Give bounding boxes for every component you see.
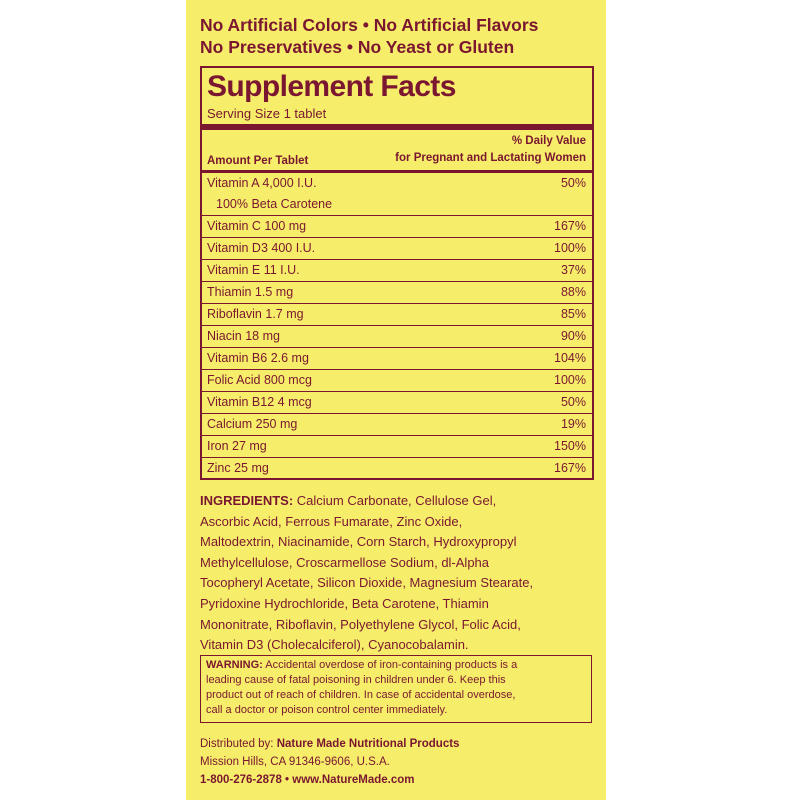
distributor-contact bbox=[200, 771, 459, 789]
ingredients-block bbox=[200, 491, 592, 656]
nutrient-daily-value: 104% bbox=[554, 351, 586, 365]
warning-line: call a doctor or poison control center immediately. bbox=[206, 704, 448, 716]
ingredients-line: Methylcellulose, Croscarmellose Sodium, dl-Alpha bbox=[200, 554, 490, 570]
nutrient-daily-value: 50% bbox=[560, 395, 586, 409]
ingredients-line: Vitamin D3 (Cholecalciferol), Cyanocobalamin. bbox=[200, 637, 469, 653]
warning-line: product out of reach of children. In case of accidental overdose, bbox=[206, 689, 516, 701]
contact-text: 1-800-276-2878 • www.NatureMade.com bbox=[200, 774, 415, 786]
nutrient-name: Vitamin A 4,000 I.U. bbox=[207, 176, 317, 190]
nutrient-name: Vitamin C 100 mg bbox=[207, 219, 307, 233]
nutrient-name: Calcium 250 mg bbox=[207, 417, 298, 431]
thick-divider bbox=[202, 124, 592, 130]
nutrient-daily-value: 19% bbox=[560, 417, 586, 431]
nutrient-daily-value: 100% bbox=[554, 373, 586, 387]
serving-size: Serving Size 1 tablet bbox=[207, 106, 327, 121]
ingredients-line: Mononitrate, Riboflavin, Polyethylene Glycol, Folic Acid, bbox=[200, 616, 521, 632]
warning-line: leading cause of fatal poisoning in children under 6. Keep this bbox=[206, 674, 506, 686]
nutrient-daily-value: 37% bbox=[560, 263, 586, 277]
nutrient-name: Riboflavin 1.7 mg bbox=[207, 307, 304, 321]
nutrient-daily-value: 150% bbox=[554, 439, 586, 453]
nutrient-row bbox=[202, 173, 592, 216]
nutrient-row bbox=[202, 414, 592, 436]
nutrient-daily-value: 167% bbox=[554, 461, 586, 475]
nutrient-daily-value: 90% bbox=[560, 329, 586, 343]
ingredients-line: Ascorbic Acid, Ferrous Fumarate, Zinc Oxide, bbox=[200, 513, 463, 529]
daily-value-header-line-1: % Daily Value bbox=[511, 135, 586, 147]
nutrient-daily-value: 88% bbox=[560, 285, 586, 299]
distributor-company: Nature Made Nutritional Products bbox=[276, 738, 460, 750]
nutrient-daily-value: 50% bbox=[560, 176, 586, 190]
supplement-label-panel bbox=[186, 0, 606, 800]
nutrient-row bbox=[202, 326, 592, 348]
supplement-facts-box bbox=[200, 66, 594, 480]
daily-value-header bbox=[395, 133, 586, 167]
ingredients-line: Pyridoxine Hydrochloride, Beta Carotene, Thiamin bbox=[200, 595, 489, 611]
nutrient-daily-value: 167% bbox=[554, 219, 586, 233]
nutrient-row bbox=[202, 370, 592, 392]
nutrient-name: Vitamin B12 4 mcg bbox=[207, 395, 312, 409]
nutrient-row bbox=[202, 436, 592, 458]
nutrient-row bbox=[202, 348, 592, 370]
warning-line bbox=[206, 658, 585, 673]
ingredients-line: Tocopheryl Acetate, Silicon Dioxide, Magnesium Stearate, bbox=[200, 575, 534, 591]
nutrient-daily-value: 85% bbox=[560, 307, 586, 321]
nutrient-name: Niacin 18 mg bbox=[207, 329, 280, 343]
ingredients-label: INGREDIENTS: bbox=[200, 493, 294, 508]
facts-title: Supplement Facts bbox=[207, 70, 456, 103]
amount-header: Amount Per Tablet bbox=[207, 155, 309, 167]
warning-label: WARNING: bbox=[206, 659, 263, 671]
warning-text: Accidental overdose of iron-containing products is a bbox=[262, 659, 518, 671]
ingredients-line: Maltodextrin, Niacinamide, Corn Starch, Hydroxypropyl bbox=[200, 534, 517, 550]
distributor-prefix: Distributed by: bbox=[200, 738, 277, 750]
nutrient-daily-value: 100% bbox=[554, 241, 586, 255]
nutrient-name: Thiamin 1.5 mg bbox=[207, 285, 294, 299]
nutrient-rows bbox=[202, 173, 592, 479]
nutrient-row bbox=[202, 238, 592, 260]
nutrient-row bbox=[202, 392, 592, 414]
distributor-line bbox=[200, 735, 459, 753]
iron-warning-box bbox=[200, 655, 592, 723]
nutrient-row bbox=[202, 458, 592, 479]
daily-value-header-line-2: for Pregnant and Lactating Women bbox=[395, 152, 586, 164]
nutrient-name: Iron 27 mg bbox=[207, 439, 267, 453]
distributor-address: Mission Hills, CA 91346-9606, U.S.A. bbox=[200, 756, 390, 768]
nutrient-name: Zinc 25 mg bbox=[207, 461, 269, 475]
nutrient-name: Vitamin D3 400 I.U. bbox=[207, 241, 316, 255]
nutrient-note: 100% Beta Carotene bbox=[216, 197, 333, 211]
nutrient-row bbox=[202, 282, 592, 304]
nutrient-name: Folic Acid 800 mcg bbox=[207, 373, 312, 387]
ingredients-line bbox=[200, 491, 592, 512]
claims-line-1: No Artificial Colors • No Artificial Flavors bbox=[200, 15, 539, 35]
nutrient-row bbox=[202, 216, 592, 238]
nutrient-row bbox=[202, 260, 592, 282]
nutrient-row bbox=[202, 304, 592, 326]
nutrient-name: Vitamin B6 2.6 mg bbox=[207, 351, 309, 365]
ingredients-text: Calcium Carbonate, Cellulose Gel, bbox=[293, 493, 497, 508]
product-claims bbox=[200, 14, 538, 58]
distributor-info bbox=[200, 735, 459, 789]
nutrient-name: Vitamin E 11 I.U. bbox=[207, 263, 300, 277]
claims-line-2: No Preservatives • No Yeast or Gluten bbox=[200, 37, 515, 57]
